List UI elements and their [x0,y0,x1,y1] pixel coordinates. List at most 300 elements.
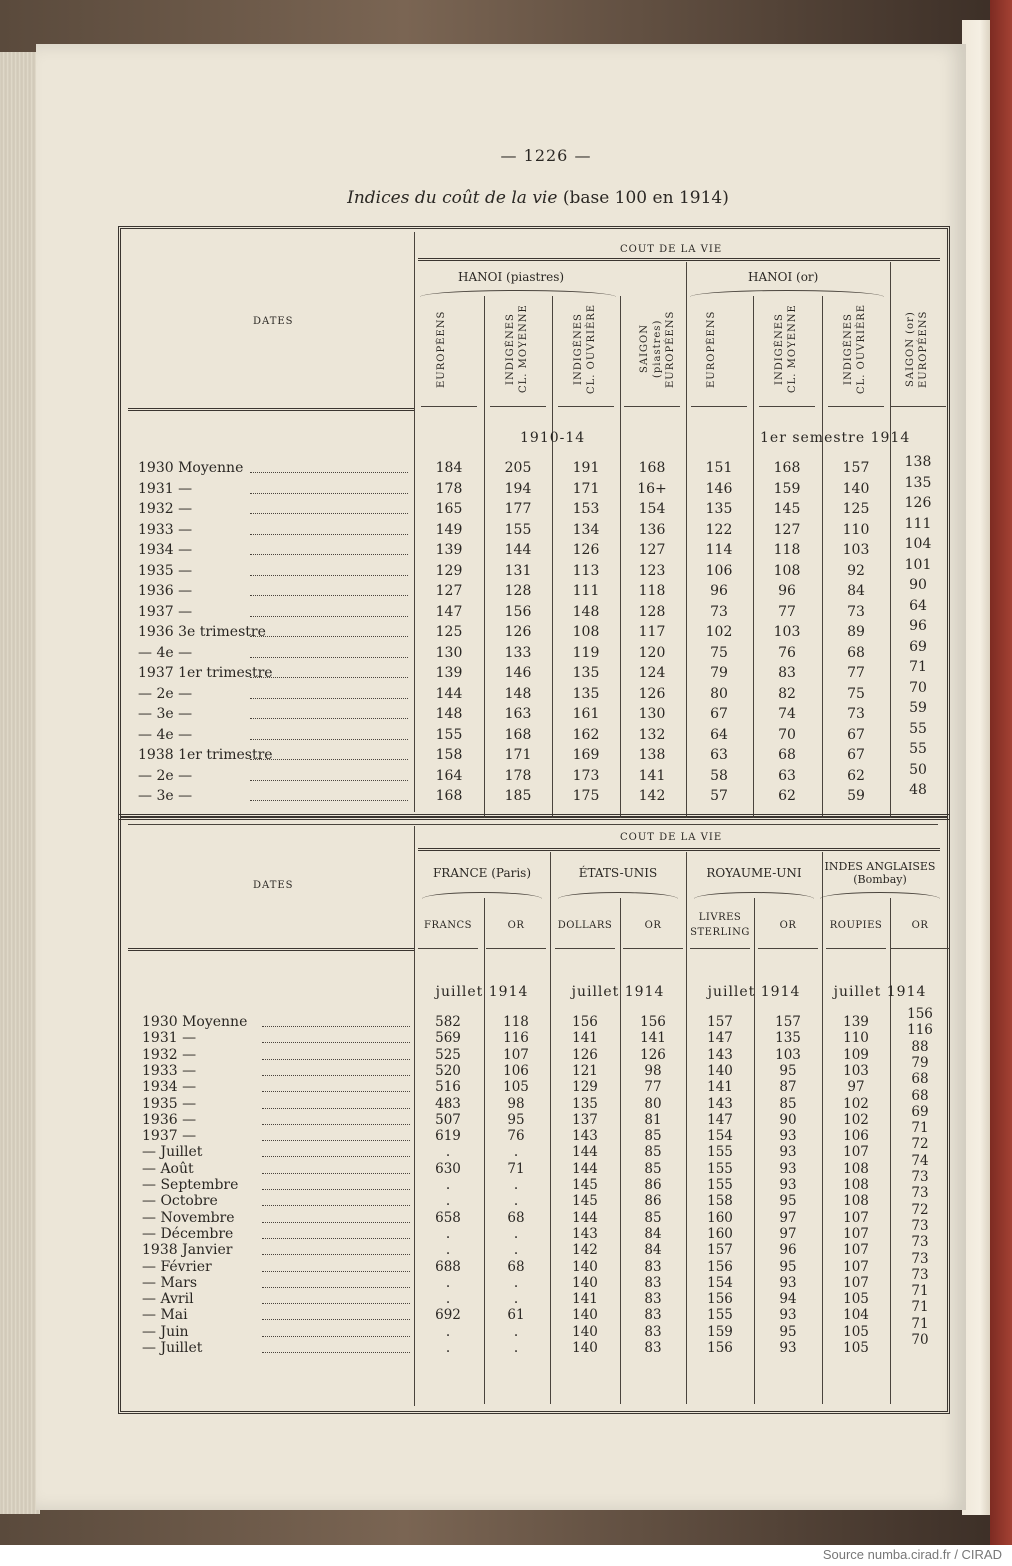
table2-cell: 154 [707,1274,733,1291]
table1-cell: 119 [572,644,600,661]
table2-row-label: 1933 — [142,1062,197,1079]
table1-cell: 135 [572,665,600,681]
table2-cell: 97 [779,1225,797,1242]
table2-cell: 142 [572,1242,598,1259]
table1-cell: 101 [904,556,932,573]
table2-cell: 106 [503,1062,529,1079]
table2-cell: 77 [644,1079,662,1096]
table2-cell: 688 [435,1258,461,1275]
table1-cell: 120 [638,644,666,661]
table1-row-leader [250,575,408,576]
table2-cell: . [513,1291,519,1308]
table1-cell: 90 [909,577,927,593]
table2-cell: 73 [911,1234,929,1251]
table1-cell: 108 [773,562,801,579]
table1-row-leader [250,493,408,494]
table2-cell: 96 [779,1242,797,1259]
table2-cell: 102 [843,1111,869,1128]
table2-base-1: juillet 1914 [571,984,665,1000]
table1-col-header-1: INDIGÈNES CL. MOYENNE [505,304,529,394]
table1-cell: 125 [435,624,463,640]
table1-dates-label: DATES [253,316,294,327]
table2-cell: . [445,1177,451,1193]
table1-cell: 158 [435,747,463,763]
table2-cell: 84 [644,1242,662,1259]
table2-cell: 81 [644,1111,662,1128]
table1-cell: 92 [847,562,865,579]
table2-cell: 141 [707,1079,733,1096]
table2-cell: 83 [644,1274,662,1291]
table2-row-leader [262,1254,410,1255]
table2-cell: 107 [843,1144,869,1161]
table2-sub-underline-7 [890,948,950,949]
table1-cell: 132 [638,726,666,743]
title-italic: Indices du coût de la vie [347,188,558,208]
table2-cell: 116 [907,1022,933,1039]
table1-cell: 50 [909,761,927,778]
table2-group-brace-3 [820,892,940,899]
table2-cell: 73 [911,1250,929,1267]
table1-cell: 157 [842,460,870,476]
table1-dates-divider [414,232,415,812]
table2-cell: 144 [572,1160,598,1177]
table2-cell: 121 [572,1062,598,1079]
table2-cell: 85 [644,1209,662,1226]
table1-col-underline-7 [890,406,946,407]
table2-row-leader [262,1124,410,1125]
table2-base-2: juillet 1914 [707,984,801,1000]
table2-dates-divider [414,826,415,1406]
table2-cell: 86 [644,1193,662,1210]
table2-cell: 107 [843,1242,869,1259]
table2-cell: . [513,1144,519,1161]
table2-cell: 159 [707,1323,733,1340]
table2-cell: 692 [435,1307,461,1324]
table2-cell: 126 [640,1046,666,1063]
table1-cell: 96 [710,583,728,599]
table1-row-label: 1937 1er trimestre [138,665,273,681]
table2-group-header-0: FRANCE (Paris) [432,866,532,880]
table2-cell: 569 [435,1030,461,1047]
table1-cell: 148 [435,706,463,722]
table2-cell: 107 [843,1258,869,1275]
table1-cell: 154 [638,501,666,517]
table2-cell: 155 [707,1144,733,1161]
table2-cell: 108 [843,1193,869,1210]
table2-cell: 88 [911,1038,929,1055]
table1-cell: 111 [904,515,932,532]
table1-cell: 171 [504,747,532,763]
table1-cell: 140 [842,480,870,497]
table1-cell: 171 [572,480,600,497]
table1-super-header: COUT DE LA VIE [620,244,723,255]
table2-cell: 85 [644,1144,662,1161]
table2-cell: 147 [707,1111,733,1128]
table1-row-label: — 3e — [138,788,193,804]
table2-cell: 160 [707,1225,733,1242]
table2-cell: 105 [503,1079,529,1096]
table2-cell: . [513,1274,519,1291]
table2-cell: 85 [779,1095,797,1112]
table2-cell: 108 [843,1177,869,1193]
table1-row-label: 1934 — [138,542,193,558]
table1-cell: 135 [705,501,733,517]
table1-cell: 133 [504,644,532,661]
table1-cell: 126 [638,685,666,702]
table2-cell: 93 [779,1307,797,1324]
table1-cell: 62 [847,767,865,784]
table2-cell: 139 [843,1014,869,1030]
table1-cell: 169 [572,747,600,763]
table1-row-label: 1931 — [138,480,193,497]
table2-cell: 93 [779,1177,797,1193]
table1-cell: 114 [705,542,733,558]
table1-cell: 185 [504,788,532,804]
table2-cell: . [513,1177,519,1193]
table1-cell: 141 [638,767,666,784]
table1-base-right: 1er semestre 1914 [760,430,911,446]
table1-cell: 75 [710,644,728,661]
table2-cell: 156 [707,1258,733,1275]
table2-col-line-4 [754,898,755,1404]
table2-cell: 630 [435,1160,461,1177]
table1-cell: 191 [572,460,600,476]
table2-row-leader [262,1140,410,1141]
table1-cell: 164 [435,767,463,784]
table2-cell: 97 [779,1209,797,1226]
table2-cell: . [445,1291,451,1308]
table2-cell: 143 [707,1046,733,1063]
table2-row-label: 1938 Janvier [142,1242,233,1259]
table2-group-header-1: ÉTATS-UNIS [578,866,658,880]
table1-cell: 73 [710,603,728,620]
table2-cell: 74 [911,1152,929,1169]
table1-cell: 130 [435,644,463,661]
table2-cell: 83 [644,1323,662,1340]
table1-cell: 142 [638,788,666,804]
table2-row-label: 1932 — [142,1046,197,1063]
table2-col-line-0 [484,898,485,1404]
table1-cell: 77 [847,665,865,681]
table2-cell: . [445,1323,451,1340]
table1-cell: 57 [710,788,728,804]
table1-cell: 155 [435,726,463,743]
table1-row-leader [250,472,408,473]
table2-cell: 107 [843,1225,869,1242]
table2-row-label: — Août [142,1160,194,1177]
table1-cell: 178 [435,480,463,497]
table2-cell: . [513,1242,519,1259]
table2-cell: 157 [707,1242,733,1259]
table1-col-underline-4 [691,406,747,407]
table1-cell: 128 [638,603,666,620]
table2-cell: 85 [644,1128,662,1145]
table2-row-label: 1931 — [142,1030,197,1047]
table2-cell: 135 [572,1095,598,1112]
table1-cell: 127 [773,521,801,538]
table1-brace-or [690,290,884,297]
table2-sub-header-3: OR [644,920,662,931]
table1-cell: 83 [778,665,796,681]
table1-cell: 67 [847,747,865,763]
table2-row-label: — Mai [142,1307,188,1324]
table2-cell: 93 [779,1144,797,1161]
table2-row-leader [262,1108,410,1109]
table1-row-label: 1937 — [138,603,193,620]
table1-cell: 146 [705,480,733,497]
table1-cell: 117 [638,624,666,640]
table1-cell: 71 [909,659,927,675]
table1-row-label: 1932 — [138,501,193,517]
table2-cell: 145 [572,1193,598,1210]
table1-cell: 64 [909,597,927,614]
table2-cell: 140 [707,1062,733,1079]
table2-cell: . [513,1323,519,1340]
table1-row-label: — 4e — [138,644,193,661]
table2-group-brace-0 [422,892,542,899]
table2-cell: 160 [707,1209,733,1226]
table1-cell: 147 [435,603,463,620]
table2-cell: 110 [843,1030,869,1047]
table2-cell: 102 [843,1095,869,1112]
table1-row-label: 1935 — [138,562,193,579]
table2-cell: 93 [779,1128,797,1145]
table2-row-leader [262,1287,410,1288]
table1-cell: 70 [909,679,927,696]
table2-cell: 98 [644,1062,662,1079]
table1-cell: 118 [638,583,666,599]
table1-cell: 64 [710,726,728,743]
table1-cell: 58 [710,767,728,784]
table1-row-leader [250,780,408,781]
table2-sub-underline-3 [623,948,683,949]
table2-sub-underline-6 [826,948,886,949]
table2-cell: 143 [572,1128,598,1145]
table1-col-header-4: EUROPÉENS [706,310,717,388]
table1-cell: 148 [504,685,532,702]
table1-col-line-5 [822,296,823,818]
table2-cell: 97 [847,1079,865,1096]
table1-col-underline-5 [759,406,815,407]
table1-row-label: 1936 3e trimestre [138,624,266,640]
table2-row-leader [262,1156,410,1157]
table2-cell: . [513,1193,519,1210]
table2-cell: 68 [507,1258,525,1275]
table1-cell: 73 [847,706,865,722]
table1-cell: 175 [572,788,600,804]
table1-cell: 68 [778,747,796,763]
table1-cell: 173 [572,767,600,784]
table1-row-leader [250,554,408,555]
table2-cell: . [445,1274,451,1291]
table2-cell: 61 [507,1307,525,1324]
table2-cell: 95 [779,1193,797,1210]
table2-cell: 525 [435,1046,461,1063]
table1-cell: 103 [842,542,870,558]
book-cover-edge [990,0,1012,1545]
table2-sub-header-1: OR [507,920,525,931]
table1-row-leader [250,759,408,760]
table1-col-underline-6 [828,406,884,407]
table2-sub-header-7: OR [911,920,929,931]
table1-row-label: — 4e — [138,726,193,743]
table1-cell: 168 [504,726,532,743]
table2-cell: 79 [911,1054,929,1071]
page-edges [0,52,40,1514]
table1-row-leader [250,800,408,801]
table1-cell: 135 [572,685,600,702]
table1-cell: 69 [909,638,927,655]
table2-cell: 73 [911,1185,929,1202]
table2-cell: 483 [435,1095,461,1112]
table1-cell: 55 [909,741,927,757]
table2-cell: 129 [572,1079,598,1096]
table1-cell: 125 [842,501,870,517]
facing-page-edge [962,20,992,1515]
table2-cell: 141 [572,1030,598,1047]
table1-group-hanoi-piastres: HANOI (piastres) [458,270,565,284]
table2-cell: 154 [707,1128,733,1145]
table2-cell: 156 [640,1014,666,1030]
table1-cell: 67 [847,726,865,743]
table1-cell: 59 [847,788,865,804]
table2-group-header-3: INDES ANGLAISES (Bombay) [824,860,936,886]
table2-cell: 140 [572,1340,598,1356]
table1-row-leader [250,718,408,719]
table1-cell: 73 [847,603,865,620]
table1-cell: 136 [638,521,666,538]
table1-cell: 110 [842,521,870,538]
table2-row-leader [262,1173,410,1174]
table2-cell: 140 [572,1307,598,1324]
table1-group-hanoi-or: HANOI (or) [748,270,819,284]
table2-row-label: 1937 — [142,1128,197,1145]
table1-cell: 205 [504,460,532,476]
table1-row-leader [250,698,408,699]
table2-cell: 80 [644,1095,662,1112]
table1-row-label: 1930 Moyenne [138,460,244,476]
table2-cell: . [445,1144,451,1161]
table1-col-line-2 [620,296,621,818]
table1-row-leader [250,677,408,678]
table2-sub-underline-4 [690,948,750,949]
table1-cell: 139 [435,542,463,558]
table2-row-leader [262,1222,410,1223]
table2-cell: . [445,1340,451,1356]
table1-cell: 194 [504,480,532,497]
table2-cell: 619 [435,1128,461,1145]
table1-cell: 82 [778,685,796,702]
table2-cell: 507 [435,1111,461,1128]
table2-row-label: 1936 — [142,1111,197,1128]
table2-cell: 140 [572,1323,598,1340]
table1-header-rule [128,408,414,411]
table1-cell: 63 [710,747,728,763]
table2-cell: 582 [435,1014,461,1030]
table2-row-leader [262,1238,410,1239]
table2-cell: 84 [644,1225,662,1242]
table2-cell: 90 [779,1111,797,1128]
table1-cell: 159 [773,480,801,497]
table2-group-header-2: ROYAUME-UNI [706,866,802,880]
table2-cell: 137 [572,1111,598,1128]
table2-cell: 116 [503,1030,529,1047]
table2-row-label: — Juillet [142,1144,203,1161]
table2-cell: . [445,1242,451,1259]
table1-cell: 104 [904,536,932,552]
table2-cell: 83 [644,1258,662,1275]
table1-cell: 62 [778,788,796,804]
table1-col-line-0 [484,296,485,818]
table1-cell: 113 [572,562,600,579]
table2-sub-underline-1 [486,948,546,949]
table1-cell: 59 [909,700,927,716]
table2-cell: 155 [707,1160,733,1177]
table2-cell: 68 [911,1071,929,1088]
table2-sub-header-6: ROUPIES [829,920,883,931]
table2-cell: 158 [707,1193,733,1210]
table2-row-label: — Juillet [142,1340,203,1356]
table1-cell: 67 [710,706,728,722]
table1-col-underline-0 [421,406,477,407]
table2-cell: 70 [911,1332,929,1348]
table1-cell: 80 [710,685,728,702]
table2-cell: 93 [779,1340,797,1356]
table2-row-leader [262,1042,410,1043]
table1-col-header-0: EUROPÉENS [436,310,447,388]
table2-cell: 156 [572,1014,598,1030]
table2-row-leader [262,1075,410,1076]
table1-cell: 168 [638,460,666,476]
table1-cell: 89 [847,624,865,640]
table1-cell: 79 [710,665,728,681]
table2-cell: 135 [775,1030,801,1047]
table2-cell: 93 [779,1274,797,1291]
table2-base-3: juillet 1914 [833,984,927,1000]
table1-cell: 127 [638,542,666,558]
table1-cell: 122 [705,521,733,538]
table1-col-header-3: SAIGON (piastres) EUROPÉENS [639,310,676,388]
table2-cell: 83 [644,1291,662,1308]
table1-row-leader [250,616,408,617]
table1-cell: 178 [504,767,532,784]
table1-cell: 129 [435,562,463,579]
title-rest: (base 100 en 1914) [557,188,729,208]
table2-cell: 72 [911,1201,929,1218]
table1-col-line-1 [552,296,553,818]
table1-brace-piastres [420,290,616,297]
table1-cell: 48 [909,782,927,798]
table1-cell: 96 [778,583,796,599]
table1-cell: 148 [572,603,600,620]
table2-cell: . [445,1225,451,1242]
table1-base-left: 1910-14 [520,430,586,446]
table2-sub-underline-2 [555,948,615,949]
table1-cell: 111 [572,583,600,599]
table1-cell: 55 [909,720,927,737]
table2-cell: 83 [644,1307,662,1324]
table1-cell: 177 [504,501,532,517]
table2-row-label: — Octobre [142,1193,218,1210]
table2-cell: 107 [503,1046,529,1063]
table1-row-leader [250,595,408,596]
table2-row-label: — Mars [142,1274,198,1291]
table1-cell: 156 [504,603,532,620]
table2-cell: 95 [779,1323,797,1340]
table1-cell: 63 [778,767,796,784]
table1-cell: 70 [778,726,796,743]
table2-cell: 157 [707,1014,733,1030]
